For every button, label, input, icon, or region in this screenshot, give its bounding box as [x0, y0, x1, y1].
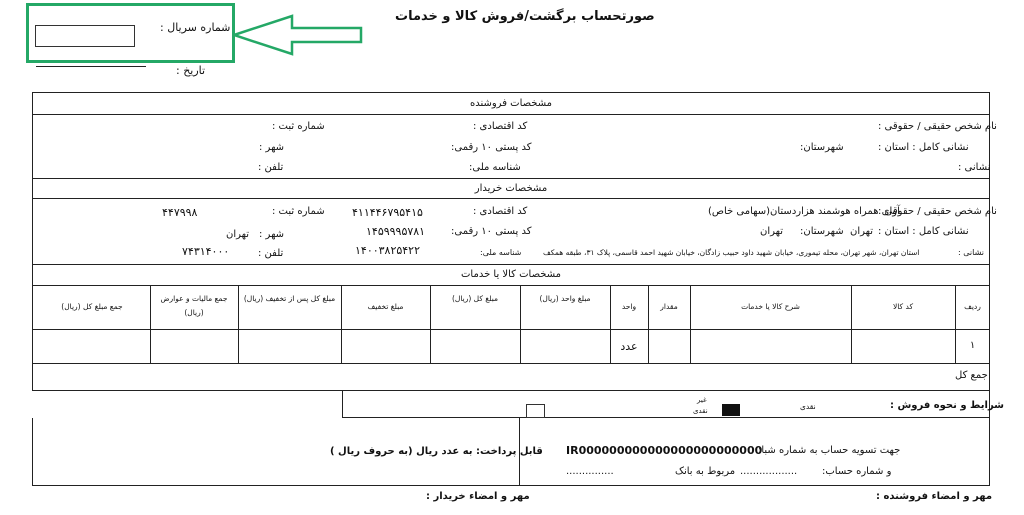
noncash-label-line1: غیر [697, 396, 707, 404]
seller-name-label: نام شخص حقیقی / حقوقی : [878, 121, 997, 132]
buyer-reg-no-value: ۴۴۷۹۹۸ [162, 206, 198, 219]
buyer-city-value: تهران [226, 229, 250, 240]
terms-label: شرایط و نحوه فروش : [890, 400, 1005, 411]
buyer-reg-no-label: شماره ثبت : [272, 206, 325, 217]
seller-phone-label: تلفن : [258, 162, 284, 173]
buyer-address-value: استان تهران، شهر تهران، محله تیموری، خیابان شهید داود حبیب زادگان، خیابان شهید احمد قاسمی، پلاک ۳۱، طبقه همکف [543, 248, 920, 257]
col-header-row: ردیف [964, 302, 981, 311]
buyer-phone-label: تلفن : [258, 248, 284, 259]
buyer-name-value: آوای همراه هوشمند هزاردستان(سهامی خاص) [708, 206, 900, 217]
account-label: و شماره حساب: [822, 466, 892, 477]
buyer-address-label: نشانی : [958, 248, 984, 257]
seller-signature-label: مهر و امضاء فروشنده : [876, 491, 993, 502]
buyer-section-title: مشخصات خریدار [474, 183, 548, 194]
col-header-grand-total: جمع مبلغ کل (ریال) [61, 302, 123, 311]
noncash-label-line2: نقدی [693, 407, 708, 415]
cash-label: نقدی [800, 402, 816, 411]
iban-value: IR000000000000000000000000 [566, 444, 763, 457]
seller-national-id-label: شناسه ملی: [469, 162, 521, 173]
buyer-national-id-value: ۱۴۰۰۳۸۲۵۴۲۲ [355, 244, 420, 257]
bank-label: مربوط به بانک [675, 466, 736, 477]
col-header-unit-price: مبلغ واحد (ریال) [539, 294, 591, 303]
seller-economic-code-label: کد اقتصادی : [473, 121, 528, 132]
arrow-left-icon [232, 14, 364, 56]
buyer-county-value: تهران [760, 226, 784, 237]
invoice-frame [32, 92, 990, 391]
seller-address-full-label: نشانی کامل : استان : [878, 142, 969, 153]
col-header-unit: واحد [621, 302, 637, 311]
buyer-province-value: تهران [850, 226, 874, 237]
seller-reg-no-label: شماره ثبت : [272, 121, 325, 132]
buyer-name-label: نام شخص حقیقی / حقوقی : [878, 206, 997, 217]
buyer-economic-code-label: کد اقتصادی : [473, 206, 528, 217]
date-label: تاریخ : [176, 64, 206, 77]
payable-label: قابل پرداخت: به عدد ریال (به حروف ریال ) [330, 446, 543, 457]
buyer-phone-value: ۷۴۳۱۴۰۰۰ [182, 245, 230, 258]
serial-number-label: شماره سریال : [160, 21, 231, 34]
col-header-total: مبلغ کل (ریال) [451, 294, 499, 303]
account-dots: .................. [740, 466, 798, 477]
buyer-national-id-label: شناسه ملی: [480, 248, 522, 257]
settlement-label: جهت تسویه حساب به شماره شبا: [758, 445, 901, 456]
seller-postal-code-label: کد پستی ۱۰ رقمی: [451, 142, 532, 153]
col-header-tax: جمع مالیات و عوارض (ریال) [160, 294, 228, 317]
buyer-county-label: شهرستان: [800, 226, 844, 237]
seller-section-title: مشخصات فروشنده [469, 98, 553, 109]
invoice-title: صورتحساب برگشت/فروش کالا و خدمات [395, 9, 655, 24]
col-header-description: شرح کالا یا خدمات [741, 302, 800, 311]
date-underline [36, 66, 146, 67]
items-section-title: مشخصات کالا یا خدمات [461, 269, 561, 280]
col-header-discount: مبلغ تخفیف [367, 302, 404, 311]
seller-address-label: نشانی : [958, 162, 991, 173]
noncash-checkbox[interactable] [526, 404, 545, 418]
buyer-postal-code-value: ۱۴۵۹۹۹۵۷۸۱ [366, 225, 426, 238]
col-header-after-discount: مبلغ کل پس از تخفیف (ریال) [243, 294, 336, 303]
buyer-address-full-label: نشانی کامل : استان : [878, 226, 969, 237]
buyer-postal-code-label: کد پستی ۱۰ رقمی: [451, 226, 532, 237]
col-header-qty: مقدار [660, 302, 678, 311]
buyer-city-label: شهر : [259, 229, 285, 240]
col-header-code: کد کالا [892, 302, 914, 311]
buyer-signature-label: مهر و امضاء خریدار : [426, 491, 530, 502]
bank-dots: ............... [566, 466, 614, 477]
cash-checkbox[interactable] [722, 404, 740, 416]
buyer-economic-code-value: ۴۱۱۴۴۶۷۹۵۴۱۵ [352, 206, 423, 219]
row-1-number: ۱ [969, 340, 976, 351]
serial-number-field[interactable] [35, 25, 135, 47]
seller-city-label: شهر : [259, 142, 285, 153]
grand-total-label: جمع کل [955, 370, 988, 381]
row-1-unit: عدد [620, 340, 638, 353]
seller-county-label: شهرستان: [800, 142, 844, 153]
